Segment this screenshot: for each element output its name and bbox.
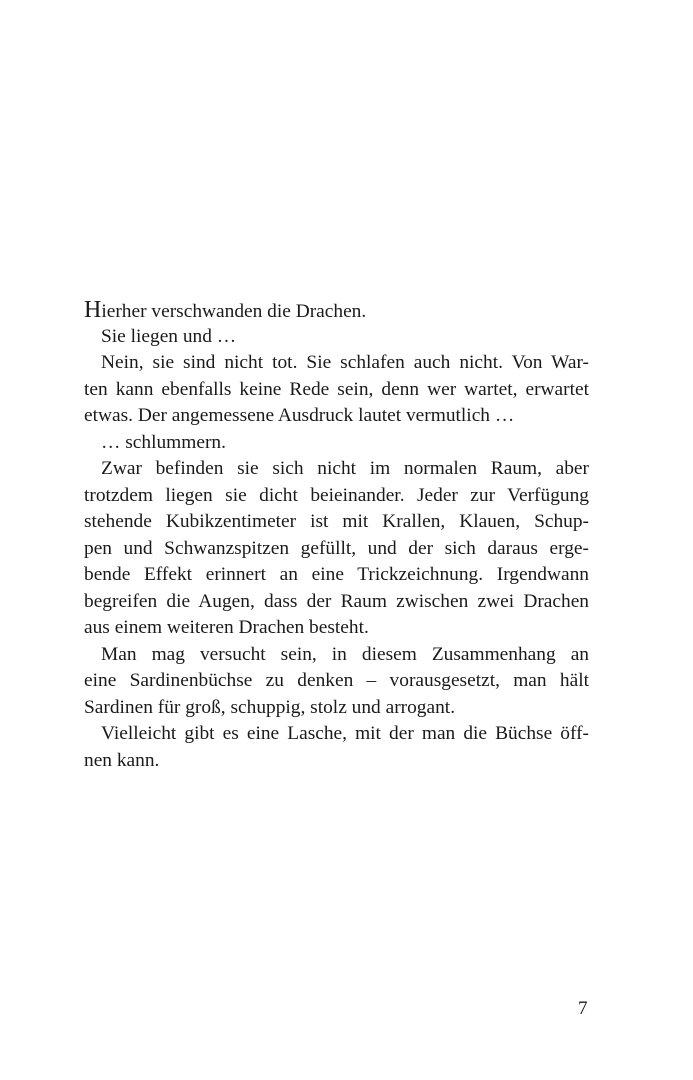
text-line: ten kann ebenfalls keine Rede sein, denn wer wartet, erwartet (84, 378, 589, 400)
text-line: Hierher verschwanden die Drachen. (84, 297, 367, 323)
text-line: Sardinen für groß, schuppig, stolz und arrogant. (84, 696, 456, 718)
text-line: aus einem weiteren Drachen besteht. (84, 617, 369, 638)
text-line: begreifen die Augen, dass der Raum zwischen zwei Drachen (84, 590, 589, 612)
text-line: nen kann. (84, 749, 160, 771)
text-line: … schlummern. (101, 431, 226, 453)
text-line: Man mag versucht sein, in diesem Zusammenhang an (101, 643, 589, 665)
text-line: Nein, sie sind nicht tot. Sie schlafen auch nicht. Von War- (101, 352, 589, 373)
text-line: Sie liegen und … (101, 325, 237, 347)
text-line: trotzdem liegen sie dicht beieinander. Jeder zur Verfügung (84, 484, 589, 506)
page-number: 7 (578, 998, 588, 1019)
text-line: stehende Kubikzentimeter ist mit Krallen, Klauen, Schup- (84, 511, 589, 532)
body-text (84, 297, 589, 774)
text-line: Zwar befinden sie sich nicht im normalen Raum, aber (101, 458, 589, 479)
text-line: etwas. Der angemessene Ausdruck lautet vermutlich … (84, 405, 515, 426)
text-line: pen und Schwanzspitzen gefüllt, und der sich daraus erge- (84, 537, 589, 559)
text-line: bende Effekt erinnert an eine Trickzeichnung. Irgendwann (84, 564, 589, 585)
text-line: Vielleicht gibt es eine Lasche, mit der man die Büchse öff- (101, 723, 589, 744)
text-line: eine Sardinenbüchse zu denken – vorausgesetzt, man hält (84, 670, 589, 691)
